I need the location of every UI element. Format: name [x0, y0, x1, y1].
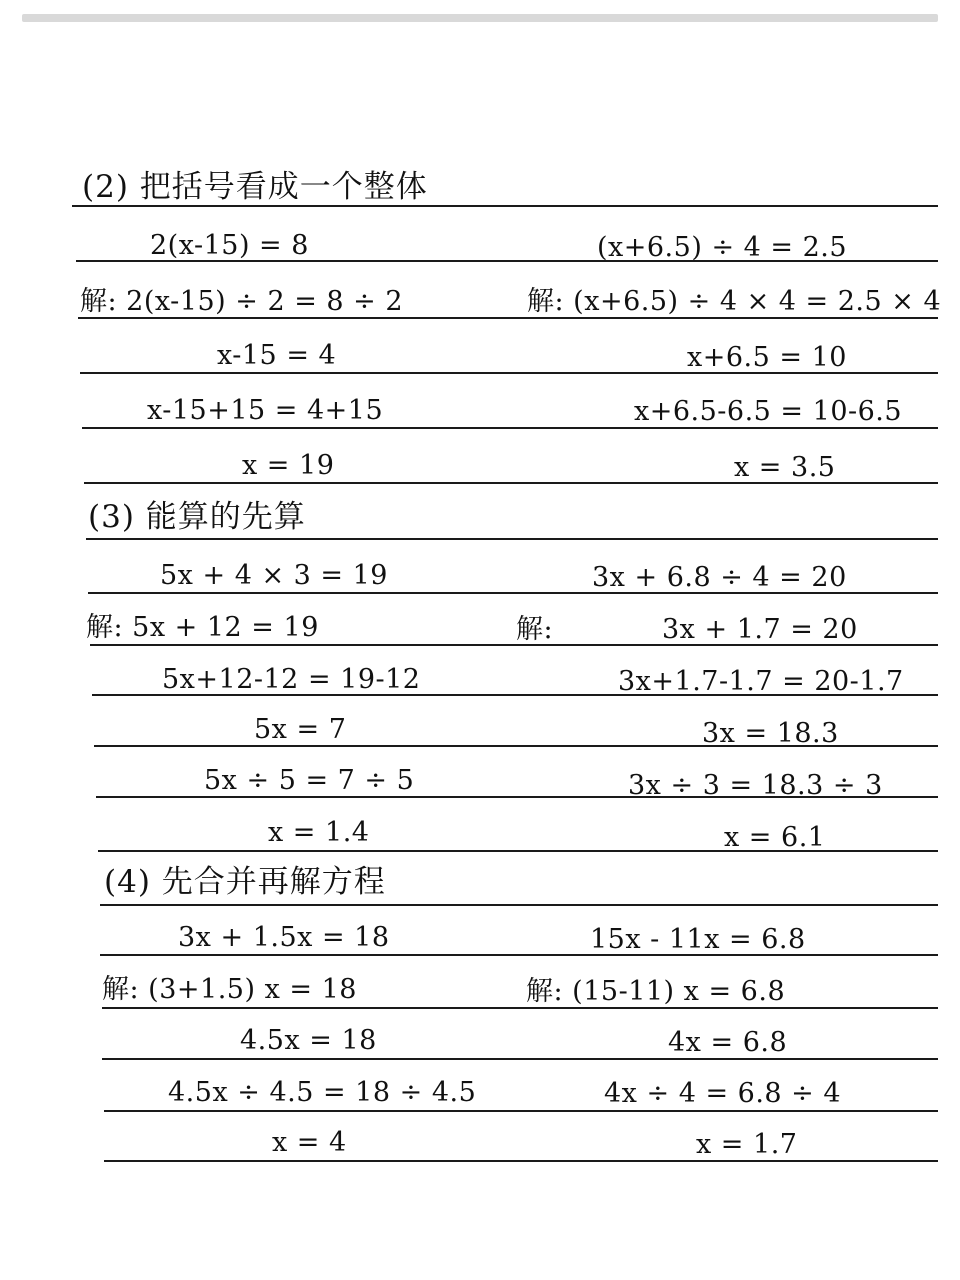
- ruled-line: [86, 538, 938, 540]
- equation-line: 4.5x = 18: [240, 1025, 377, 1056]
- equation-line: x = 6.1: [724, 822, 826, 853]
- equation-line: 5x ÷ 5 = 7 ÷ 5: [204, 765, 415, 796]
- equation-line: x+6.5 = 10: [687, 342, 847, 373]
- equation-line: 15x - 11x = 6.8: [590, 924, 806, 955]
- equation-line: 2(x-15) = 8: [150, 230, 309, 261]
- equation-line: 4.5x ÷ 4.5 = 18 ÷ 4.5: [168, 1077, 477, 1108]
- equation-line: 3x + 6.8 ÷ 4 = 20: [592, 562, 847, 593]
- section-heading: (3) 能算的先算: [88, 499, 306, 535]
- equation-line: 3x + 1.5x = 18: [178, 922, 390, 953]
- ruled-line: [102, 1058, 938, 1060]
- equation-line: x-15+15 = 4+15: [147, 395, 384, 426]
- ruled-line: [78, 317, 938, 319]
- ruled-line: [72, 205, 938, 207]
- equation-line: x = 1.7: [696, 1129, 798, 1160]
- ruled-line: [104, 1110, 938, 1112]
- equation-line: (x+6.5) ÷ 4 = 2.5: [597, 232, 848, 263]
- ruled-line: [100, 954, 938, 956]
- equation-line: x-15 = 4: [217, 340, 337, 371]
- ruled-line: [102, 1007, 938, 1009]
- equation-line: 5x + 4 × 3 = 19: [160, 560, 388, 591]
- equation-line: 3x+1.7-1.7 = 20-1.7: [618, 666, 904, 697]
- equation-line: x = 19: [242, 450, 335, 481]
- equation-line: 解: 2(x-15) ÷ 2 = 8 ÷ 2: [80, 286, 404, 317]
- equation-line: x = 1.4: [268, 817, 370, 848]
- equation-line: 3x ÷ 3 = 18.3 ÷ 3: [628, 770, 883, 801]
- equation-line: x+6.5-6.5 = 10-6.5: [634, 396, 903, 427]
- equation-line: 解:: [516, 614, 554, 645]
- equation-line: 4x ÷ 4 = 6.8 ÷ 4: [604, 1078, 842, 1109]
- ruled-line: [104, 1160, 938, 1162]
- equation-line: 5x = 7: [254, 714, 347, 745]
- equation-line: 解: (3+1.5) x = 18: [102, 974, 357, 1005]
- equation-line: 4x = 6.8: [668, 1027, 788, 1058]
- top-edge-bar: [22, 14, 938, 22]
- equation-line: 解: (x+6.5) ÷ 4 × 4 = 2.5 × 4: [527, 286, 942, 317]
- equation-line: 解: (15-11) x = 6.8: [526, 976, 786, 1007]
- notebook-page: [22, 22, 942, 1187]
- ruled-line: [82, 427, 938, 429]
- equation-line: 3x + 1.7 = 20: [662, 614, 858, 645]
- equation-line: x = 3.5: [734, 452, 836, 483]
- equation-line: x = 4: [272, 1127, 347, 1158]
- equation-line: 3x = 18.3: [702, 718, 839, 749]
- ruled-line: [100, 904, 938, 906]
- section-heading: (2) 把括号看成一个整体: [82, 169, 428, 205]
- equation-line: 5x+12-12 = 19-12: [162, 664, 421, 695]
- equation-line: 解: 5x + 12 = 19: [86, 612, 319, 643]
- section-heading: (4) 先合并再解方程: [104, 864, 386, 900]
